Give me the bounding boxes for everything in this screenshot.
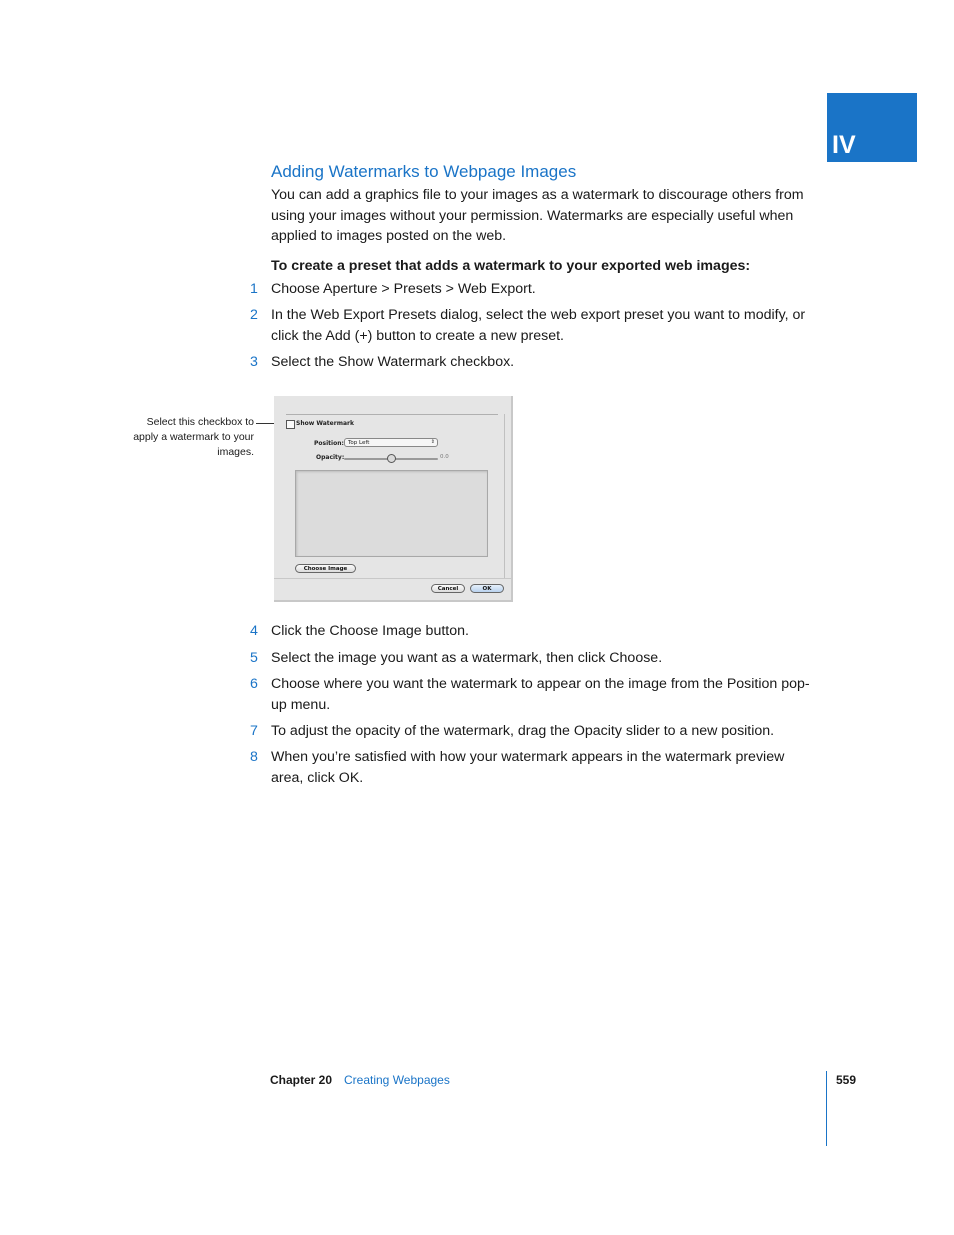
footer-divider xyxy=(826,1071,827,1146)
position-value: Top Left xyxy=(348,440,370,446)
part-tab-label: IV xyxy=(832,131,856,159)
step-7 xyxy=(250,721,820,742)
step-number: 3 xyxy=(250,354,258,370)
step-number: 6 xyxy=(250,676,258,692)
footer-chapter: Chapter 20 xyxy=(270,1073,333,1087)
step-3 xyxy=(250,352,820,373)
step-8 xyxy=(250,747,820,788)
opacity-value: 0.0 xyxy=(440,454,449,460)
choose-image-button[interactable]: Choose Image xyxy=(295,564,356,573)
step-text: Click the Choose Image button. xyxy=(271,623,469,639)
opacity-label: Opacity: xyxy=(316,454,345,461)
step-number: 1 xyxy=(250,281,258,297)
footer-chapter-title: Creating Webpages xyxy=(344,1073,450,1087)
step-number: 5 xyxy=(250,650,258,666)
step-text: When you’re satisfied with how your watermark appears in the watermark preview area, click OK. xyxy=(271,749,785,786)
step-text: Select the image you want as a watermark, then click Choose. xyxy=(271,650,663,666)
step-text: Select the Show Watermark checkbox. xyxy=(271,354,515,370)
section-title: Adding Watermarks to Webpage Images xyxy=(271,162,577,181)
position-popup[interactable] xyxy=(344,438,438,447)
show-watermark-checkbox[interactable] xyxy=(286,420,295,429)
watermark-preview-area xyxy=(295,470,488,557)
opacity-slider-handle[interactable] xyxy=(387,454,396,463)
step-text: Choose where you want the watermark to appear on the image from the Position pop-up menu. xyxy=(271,676,810,713)
figure-callout: Select this checkbox to apply a watermark to your images. xyxy=(133,416,254,458)
page-number: 559 xyxy=(836,1073,857,1087)
task-heading: To create a preset that adds a watermark to your exported web images: xyxy=(271,258,751,274)
step-number: 2 xyxy=(250,307,258,323)
step-5 xyxy=(250,648,820,669)
position-label: Position: xyxy=(314,440,344,447)
step-text: Choose Aperture > Presets > Web Export. xyxy=(271,281,536,297)
popup-arrows-icon: ⇕ xyxy=(430,439,435,445)
step-text: To adjust the opacity of the watermark, drag the Opacity slider to a new position. xyxy=(271,723,775,739)
step-1 xyxy=(250,279,820,300)
step-text: In the Web Export Presets dialog, select the web export preset you want to modify, or click the Add (+) button to create a new preset. xyxy=(271,307,806,344)
divider xyxy=(274,578,513,579)
step-number: 4 xyxy=(250,623,258,639)
watermark-dialog-screenshot xyxy=(274,396,513,602)
step-6 xyxy=(250,674,820,715)
step-2 xyxy=(250,305,820,346)
ok-button[interactable]: OK xyxy=(470,584,504,593)
intro-paragraph: You can add a graphics file to your images as a watermark to discourage others from using your images without your permission. Watermarks are especially useful when applied to images posted on the web. xyxy=(271,187,804,244)
show-watermark-label: Show Watermark xyxy=(296,420,354,427)
cancel-button[interactable]: Cancel xyxy=(431,584,465,593)
part-tab xyxy=(827,93,917,162)
step-number: 8 xyxy=(250,749,258,765)
divider xyxy=(504,414,505,578)
divider xyxy=(286,414,498,415)
step-number: 7 xyxy=(250,723,258,739)
step-4 xyxy=(250,621,820,642)
